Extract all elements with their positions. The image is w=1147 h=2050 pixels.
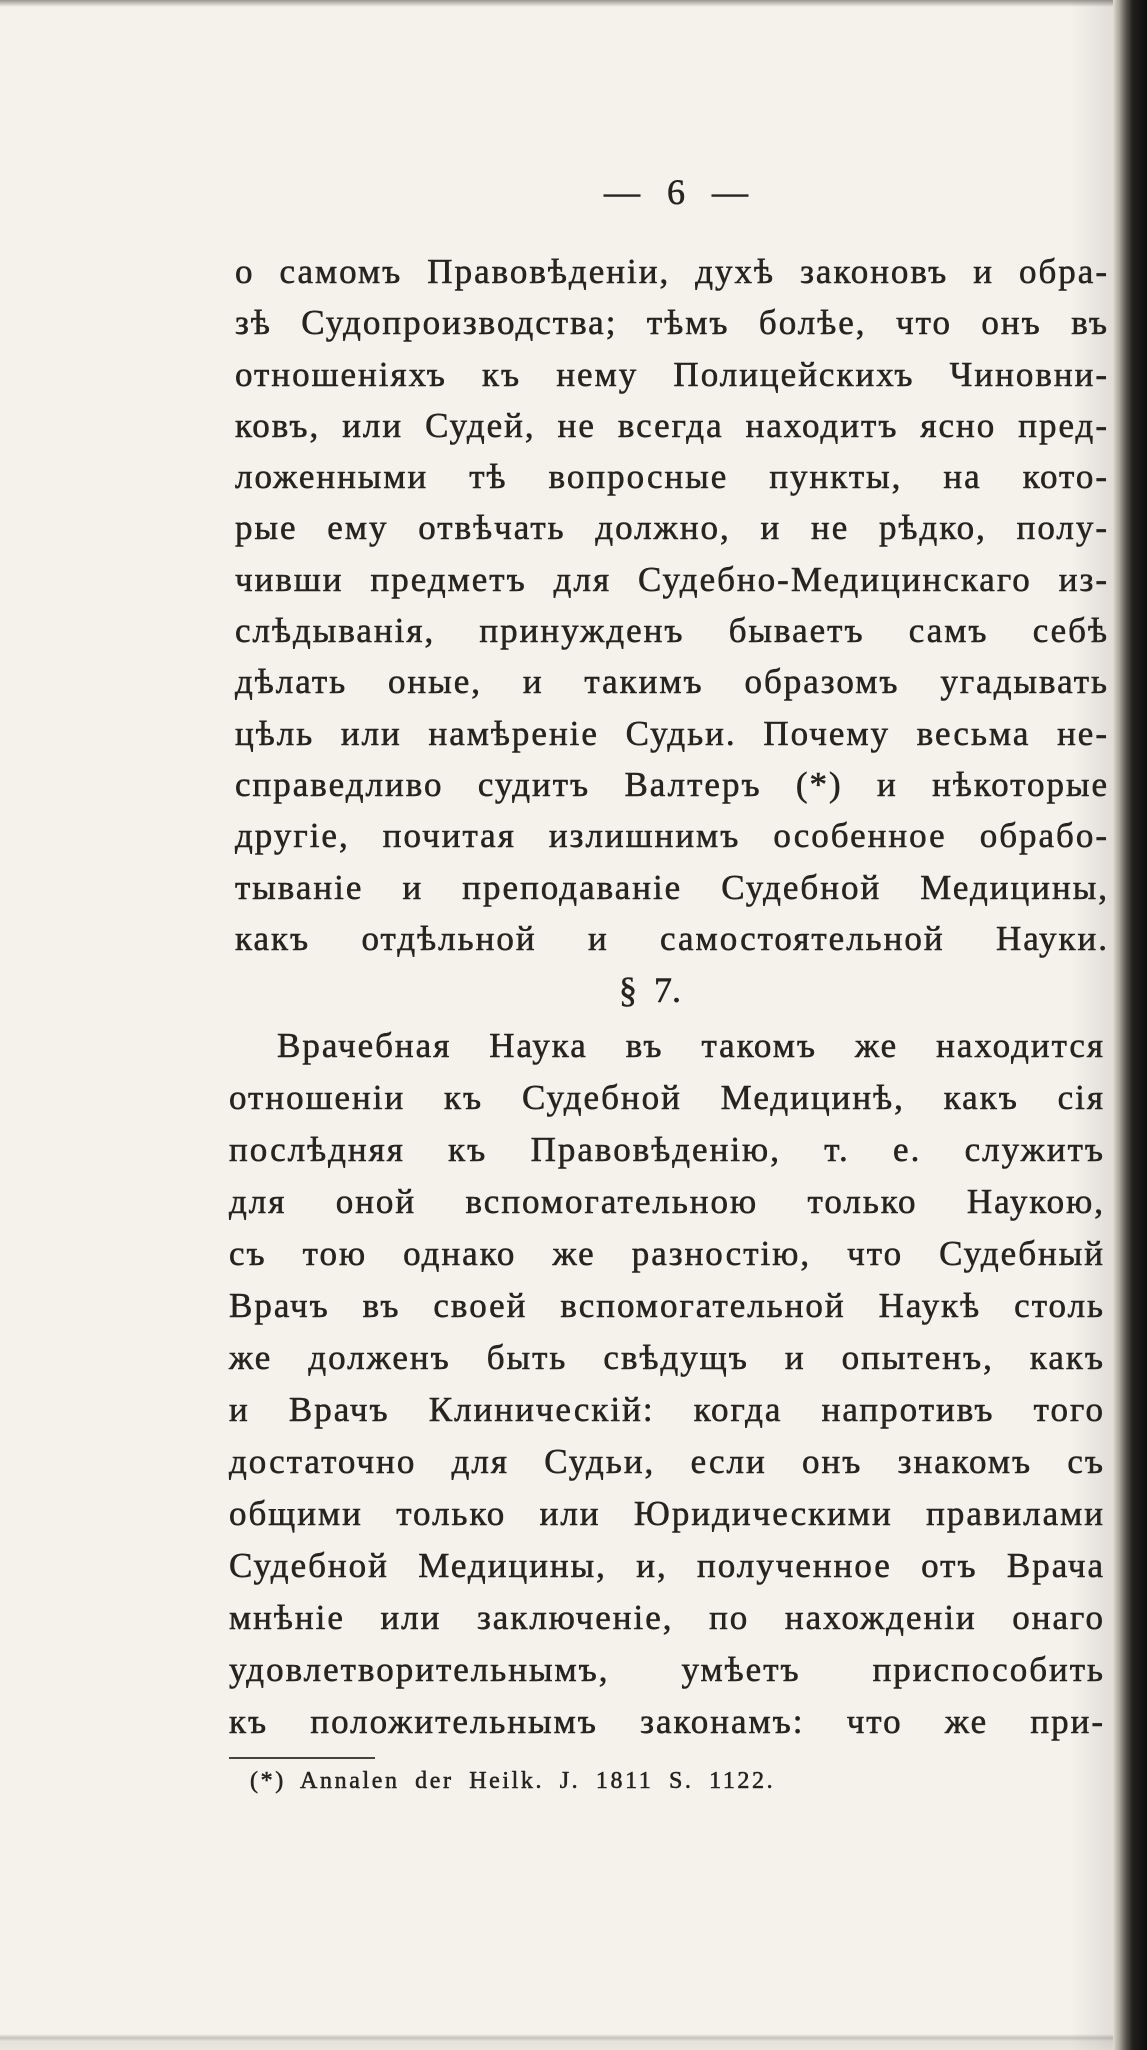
text-line: и Врачъ Клиническій: когда напротивъ того	[229, 1390, 1105, 1429]
text-line: Врачъ въ своей вспомогательной Наукѣ столь	[229, 1286, 1105, 1325]
text-line: же долженъ быть свѣдущъ и опытенъ, какъ	[229, 1338, 1105, 1377]
text-line: ложенными тѣ вопросные пункты, на кото-	[235, 457, 1109, 497]
text-line: отношеніяхъ къ нему Полицейскихъ Чиновни-	[235, 354, 1109, 394]
text-line: ковъ, или Судей, не всегда находитъ ясно пред-	[235, 405, 1109, 445]
text-line: какъ отдѣльной и самостоятельной Науки.	[235, 918, 1109, 958]
text-line: рые ему отвѣчать должно, и не рѣдко, полу-	[235, 508, 1109, 548]
text-line: Врачебная Наука въ такомъ же находится	[277, 1026, 1105, 1065]
text-line: отношеніи къ Судебной Медицинѣ, какъ сія	[229, 1078, 1105, 1117]
text-line: съ тою однако же разностію, что Судебный	[229, 1234, 1105, 1273]
paragraph-1	[235, 246, 1109, 964]
text-line: зѣ Судопроизводства; тѣмъ болѣе, что онъ въ	[235, 303, 1109, 343]
page-number-header: — 6 —	[604, 172, 748, 212]
text-line: цѣль или намѣреніе Судьи. Почему весьма не-	[235, 713, 1109, 753]
text-line: къ положительнымъ законамъ: что же при-	[229, 1702, 1105, 1741]
page-bottom-edge	[0, 2034, 1147, 2050]
text-line: слѣдыванія, принужденъ бываетъ самъ себѣ	[235, 611, 1109, 651]
text-line: тываніе и преподаваніе Судебной Медицины,	[235, 867, 1109, 907]
footnote: (*) Annalen der Heilk. J. 1811 S. 1122.	[250, 1768, 776, 1794]
text-line: общими только или Юридическими правилами	[229, 1494, 1105, 1533]
section-heading: § 7.	[619, 970, 681, 1010]
text-line: достаточно для Судьи, если онъ знакомъ съ	[229, 1442, 1105, 1481]
text-line: о самомъ Правовѣденіи, духѣ законовъ и обра-	[235, 252, 1109, 291]
page-binding-shadow	[1113, 0, 1147, 2050]
text-line: послѣдняя къ Правовѣденію, т. е. служитъ	[229, 1130, 1105, 1169]
text-line: для оной вспомогательною только Наукою,	[229, 1182, 1105, 1221]
text-line: удовлетворительнымъ, умѣетъ приспособить	[229, 1650, 1105, 1689]
text-line: Судебной Медицины, и, полученное отъ Врача	[229, 1546, 1105, 1585]
text-line: чивши предметъ для Судебно-Медицинскаго из-	[235, 559, 1109, 599]
text-line: мнѣніе или заключеніе, по нахожденіи онаго	[229, 1598, 1105, 1637]
footnote-divider	[229, 1757, 375, 1759]
paragraph-2	[229, 1020, 1105, 1748]
text-line: другіе, почитая излишнимъ особенное обрабо-	[235, 816, 1109, 856]
text-line: справедливо судитъ Валтеръ (*) и нѣкоторые	[235, 764, 1109, 804]
text-line: дѣлать оные, и такимъ образомъ угадывать	[235, 662, 1109, 702]
